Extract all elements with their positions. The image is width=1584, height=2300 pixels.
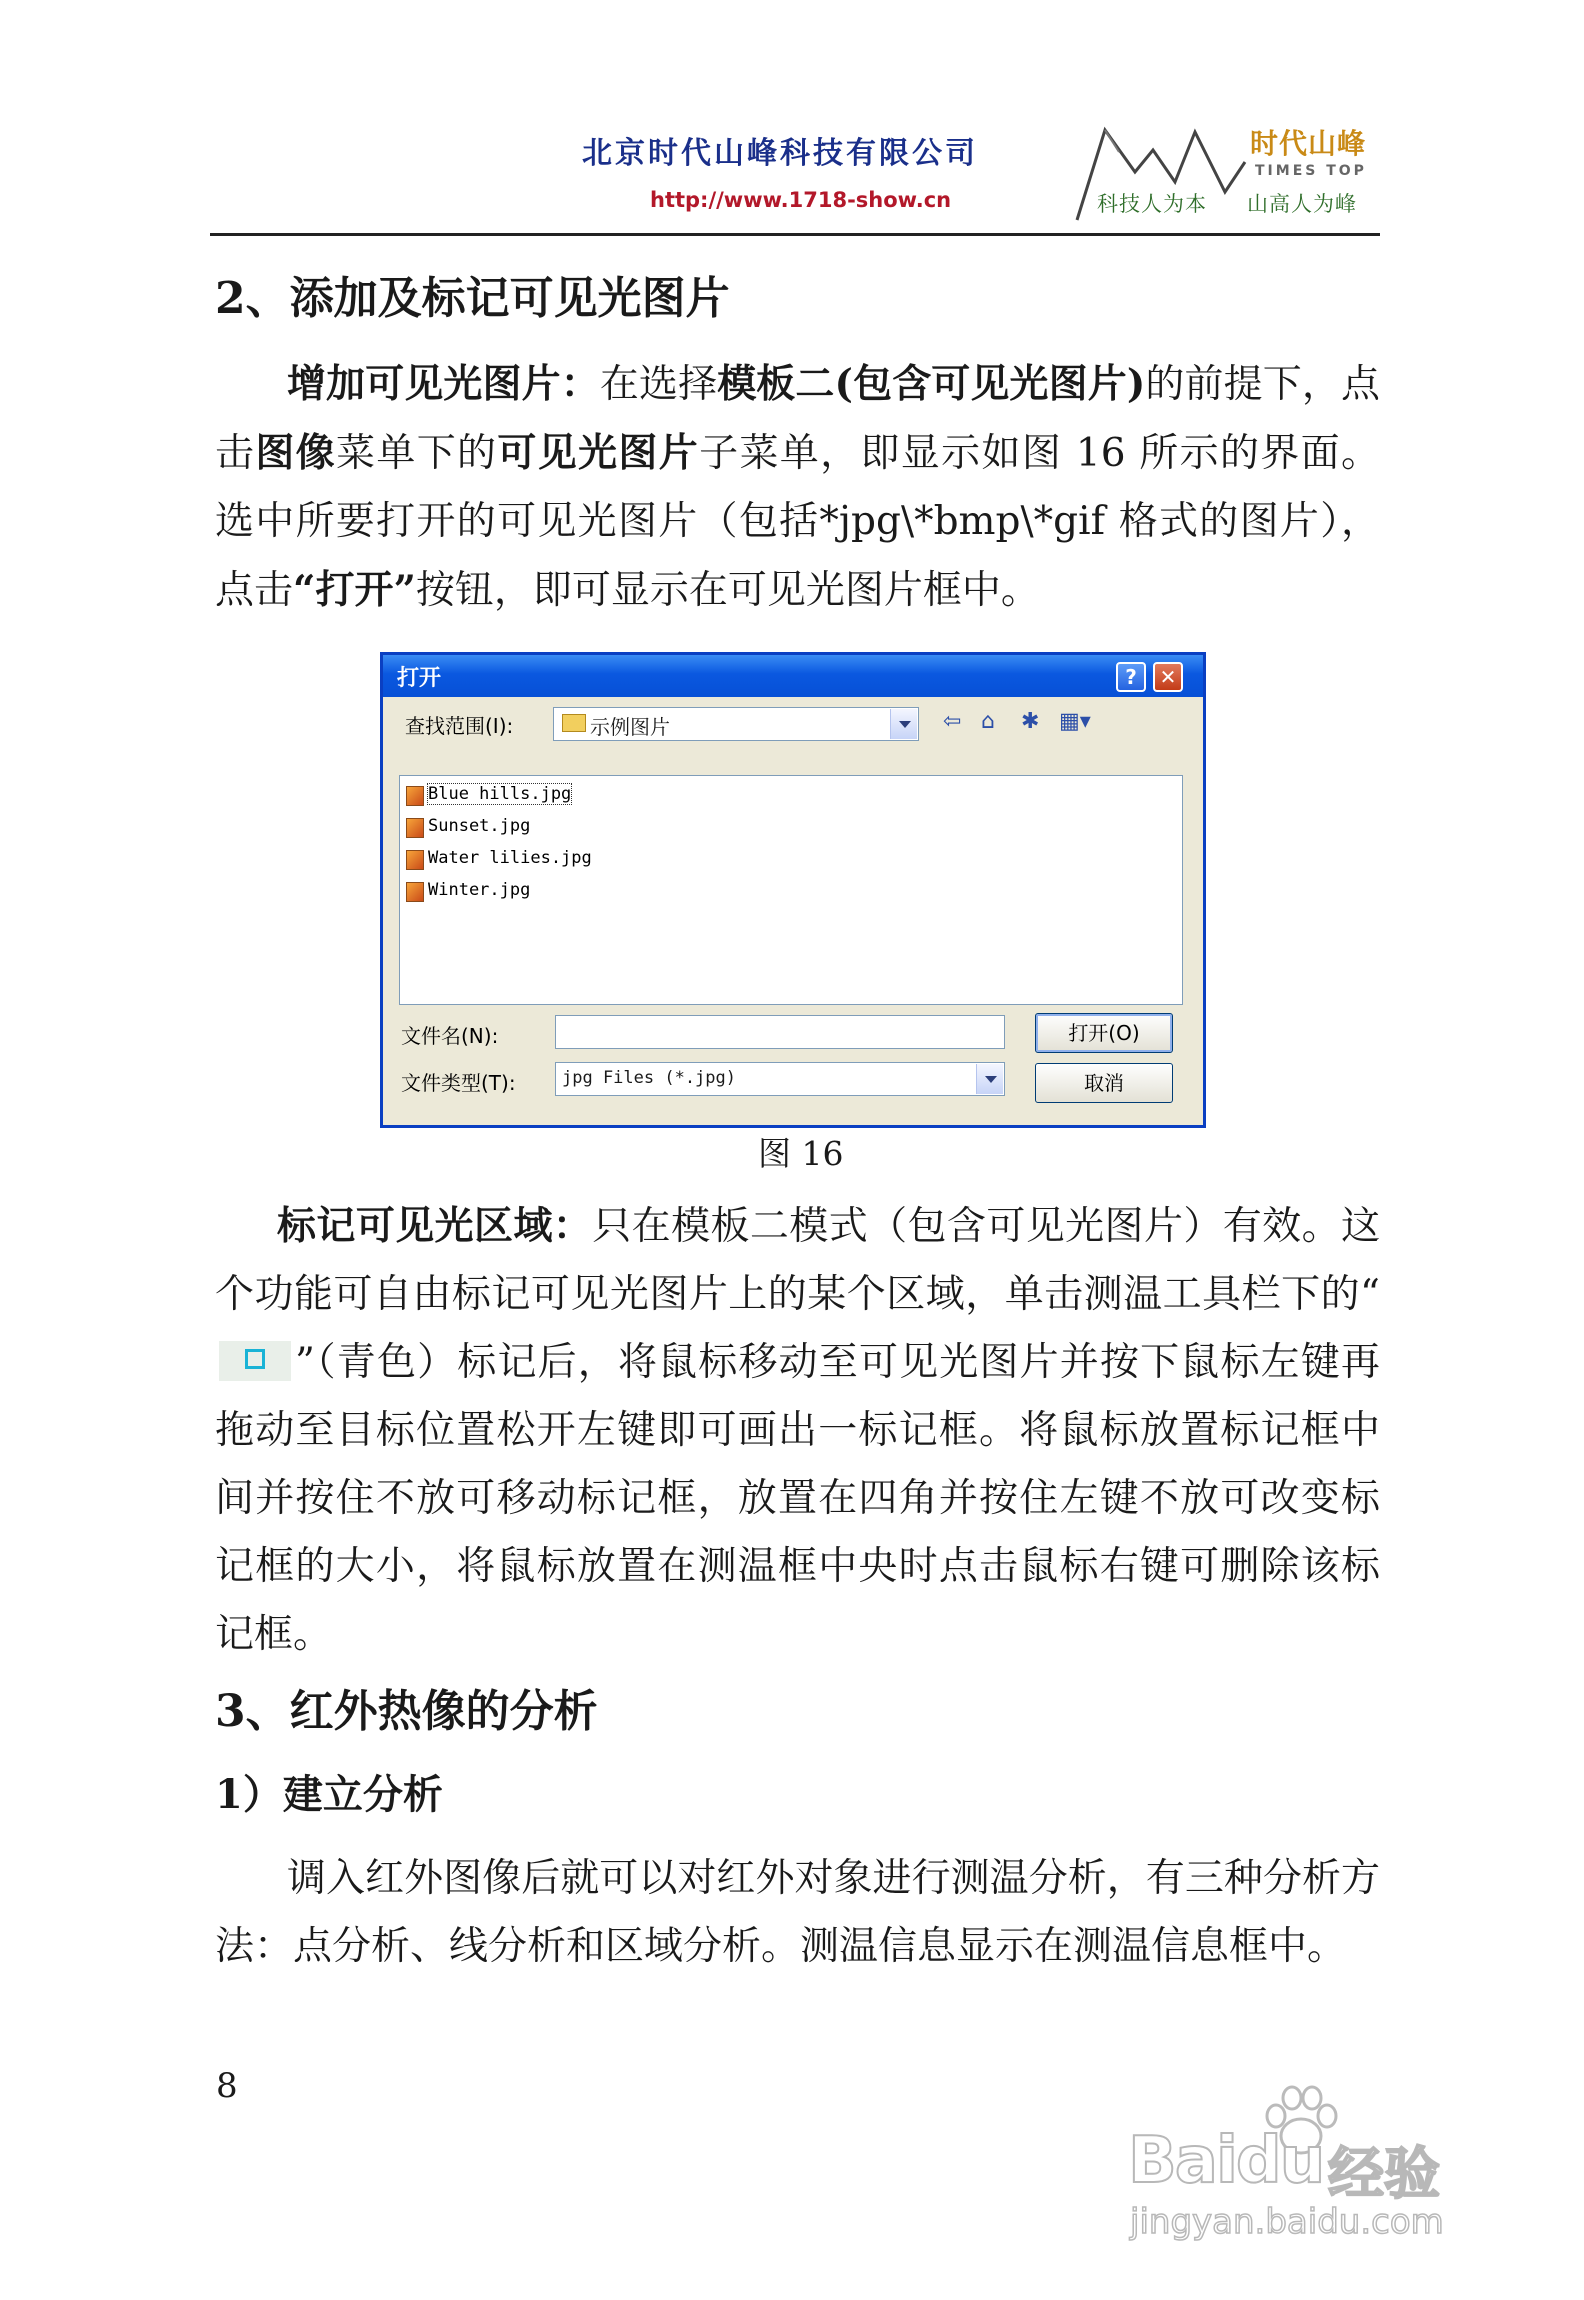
lookin-label: 查找范围(I):: [405, 714, 514, 738]
text-run: ”（青色）标记后，将鼠标移动至可见光图片并按下鼠标左键再拖动至目标位置松开左键即可画出一标记框。将鼠标放置标记框中间并按住不放可移动标记框，放置在四角并按住左键不放可改变标记框的大小，将鼠标放置在测温框中央时点击鼠标右键可删除该标记框。: [215, 1340, 1380, 1657]
view-menu-icon[interactable]: ▦▾: [1059, 709, 1091, 734]
open-button[interactable]: 打开(O): [1035, 1013, 1173, 1053]
term-image-menu: 图像: [255, 430, 337, 476]
header-divider: [210, 233, 1380, 236]
term-open-button: “打开”: [293, 567, 416, 613]
dialog-titlebar[interactable]: [383, 655, 1203, 697]
up-folder-icon[interactable]: ⌂: [981, 709, 995, 734]
chevron-down-icon[interactable]: [976, 1064, 1003, 1094]
term-visible-submenu: 可见光图片: [497, 430, 700, 476]
text-run: 菜单下的: [336, 431, 498, 476]
open-file-dialog: [380, 652, 1206, 1128]
file-name: Winter.jpg: [428, 880, 531, 900]
mark-rectangle-tool-icon: [219, 1341, 291, 1381]
file-list[interactable]: [399, 775, 1183, 1005]
dialog-title: 打开: [397, 666, 442, 691]
text-run: 子菜单，即显示如图 16 所示的界面。选中所要打开的可见光图片（包括*jpg\*bmp\*gif 格式的图片），点击: [215, 431, 1380, 613]
filetype-value: jpg Files (*.jpg): [562, 1068, 736, 1088]
lookin-dropdown[interactable]: [553, 707, 919, 741]
subsection-heading: 1）建立分析: [215, 1771, 443, 1818]
image-file-icon: [406, 786, 424, 806]
page-number: 8: [216, 2066, 238, 2106]
cancel-button[interactable]: 取消: [1035, 1063, 1173, 1103]
filetype-dropdown[interactable]: [555, 1062, 1005, 1096]
cyan-square-icon: [245, 1349, 265, 1369]
logo-slogan-1: 科技人为本: [1097, 192, 1207, 216]
paragraph-mark-visible-area: [215, 1192, 1380, 1669]
new-folder-icon[interactable]: ✱: [1021, 709, 1040, 734]
file-name: Water lilies.jpg: [428, 848, 592, 868]
filetype-label: 文件类型(T):: [401, 1071, 516, 1095]
header-url: http://www.1718-show.cn: [650, 188, 952, 212]
filename-label: 文件名(N):: [401, 1024, 499, 1048]
image-file-icon: [406, 850, 424, 870]
logo-english: TIMES TOP: [1255, 163, 1367, 179]
logo-name: 时代山峰: [1250, 127, 1367, 160]
file-name: Sunset.jpg: [428, 816, 531, 836]
image-file-icon: [406, 882, 424, 902]
help-button[interactable]: ?: [1116, 662, 1146, 692]
section-2-heading: 2、添加及标记可见光图片: [215, 273, 730, 324]
file-name: Blue hills.jpg: [428, 784, 572, 804]
chevron-down-icon[interactable]: [890, 709, 917, 739]
text-run: 按钮，即可显示在可见光图片框中。: [415, 568, 1040, 613]
paragraph-add-visible-image: [215, 350, 1380, 625]
lookin-value: 示例图片: [590, 715, 670, 739]
company-logo: [1075, 112, 1385, 224]
term-add-visible: 增加可见光图片：: [287, 361, 600, 407]
close-button[interactable]: ✕: [1153, 662, 1183, 692]
figure-caption: 图 16: [758, 1134, 844, 1173]
baidu-watermark: [1128, 2080, 1488, 2250]
section-3-heading: 3、红外热像的分析: [215, 1686, 598, 1737]
filename-input[interactable]: [555, 1015, 1005, 1049]
text-run: 的前提下，点击: [215, 362, 1380, 476]
folder-icon: [562, 714, 586, 732]
watermark-url: jingyan.baidu.com: [1130, 2202, 1444, 2242]
back-icon[interactable]: ⇦: [943, 709, 962, 734]
term-mark-visible: 标记可见光区域：: [277, 1203, 593, 1249]
watermark-logo: Baidu: [1128, 2124, 1324, 2198]
text-run: 只在模板二模式（包含可见光图片）有效。这个功能可自由标记可见光图片上的某个区域，单击测温工具栏下的“: [215, 1204, 1380, 1317]
term-template-two: 模板二(包含可见光图片): [717, 361, 1146, 407]
text-run: 在选择: [599, 362, 718, 407]
paragraph-analysis: 调入红外图像后就可以对红外对象进行测温分析，有三种分析方法：点分析、线分析和区域分析。测温信息显示在测温信息框中。: [215, 1856, 1380, 1969]
watermark-cn: 经验: [1328, 2142, 1440, 2207]
header-company-name: 北京时代山峰科技有限公司: [582, 136, 978, 171]
logo-slogan-2: 山高人为峰: [1247, 192, 1357, 216]
image-file-icon: [406, 818, 424, 838]
